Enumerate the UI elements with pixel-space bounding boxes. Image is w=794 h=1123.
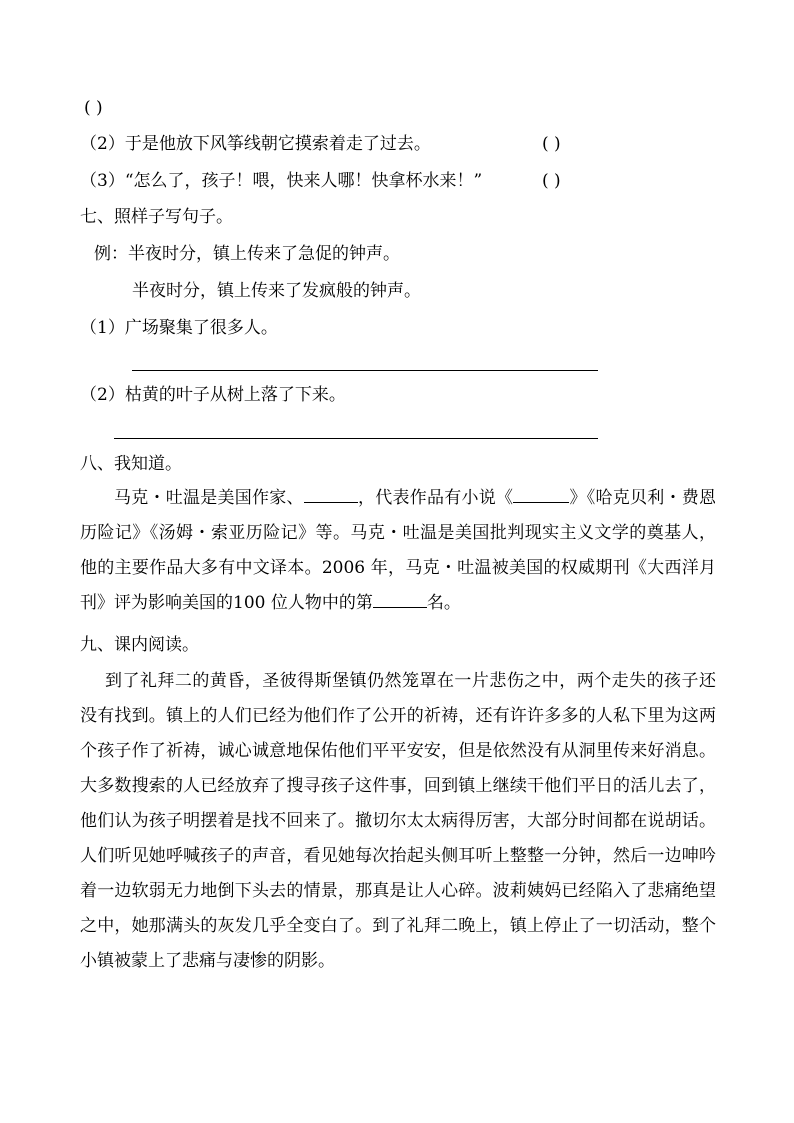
q9-reading-passage: 到了礼拜二的黄昏，圣彼得斯堡镇仍然笼罩在一片悲伤之中，两个走失的孩子还没有找到。镇上的人们已经为他们作了公开的祈祷，还有许许多多的人私下里为这两个孩子作了祈祷，诚心诚意地保佑他们平平安安，但是依然没有从洞里传来好消息。大多数搜索的人已经放弃了搜寻孩子这件事，回到镇上继续干他们平日的活儿去了，他们认为孩子明摆着是找不回来了。撤切尔太太病得厉害，大部分时间都在说胡话。人们听见她呼喊孩子的声音，看见她每次抬起头侧耳听上整整一分钟，然后一边呻吟着一边软弱无力地倒下头去的情景，那真是让人心碎。波莉姨妈已经陷入了悲痛绝望之中，她那满头的灰发几乎全变白了。到了礼拜二晚上，镇上停止了一切活动，整个小镇被蒙上了悲痛与凄惨的阴影。 (80, 671, 716, 971)
q7-item1-answer-line[interactable] (132, 370, 598, 371)
q7-example-label: 例： (94, 244, 128, 264)
q7-item2-text: （2）枯黄的叶子从树上落了下来。 (80, 385, 346, 405)
q8-text-part3: 》《哈克贝利・费恩历险记》《汤姆・索亚历险记》等。马克・吐温是美国批判现实主义文学的奠基人，他的主要作品大多有中文译本。2006 年，马克・吐温被美国的权威期刊《大西洋月刊》评为影响美国的100 位人物中的第 (80, 488, 716, 613)
q8-heading: 八、我知道。 (80, 454, 182, 474)
q6-item3-answer-paren[interactable]: ( ) (542, 171, 561, 191)
q7-heading: 七、照样子写句子。 (80, 207, 233, 227)
q8-text-part4: 名。 (426, 593, 461, 613)
q7-item2-answer-line[interactable] (114, 438, 598, 439)
q9-heading: 九、课内阅读。 (80, 635, 199, 655)
q8-text-part2: ，代表作品有小说《 (357, 488, 514, 508)
q7-example-row (94, 242, 400, 266)
q6-item2-text: （2）于是他放下风筝线朝它摸索着走了过去。 (80, 134, 431, 154)
q7-item1-text: （1）广场聚集了很多人。 (80, 318, 278, 338)
q7-example-sentence-1: 半夜时分，镇上传来了急促的钟声。 (128, 244, 400, 264)
q6-item2-answer-paren[interactable]: ( ) (542, 134, 561, 154)
q7-example-sentence-2: 半夜时分，镇上传来了发疯般的钟声。 (132, 281, 421, 301)
q8-blank-novel-title[interactable] (513, 484, 569, 503)
q8-paragraph (80, 481, 716, 621)
q6-item3-text: （3）“怎么了，孩子！喂，快来人哪！快拿杯水来！” (80, 171, 483, 191)
q8-blank-rank[interactable] (373, 589, 427, 608)
q6-item1-answer-paren[interactable]: ( ) (84, 98, 103, 118)
q8-text-part1: 马克・吐温是美国作家、 (114, 488, 304, 508)
q8-blank-country-role[interactable] (304, 484, 358, 503)
